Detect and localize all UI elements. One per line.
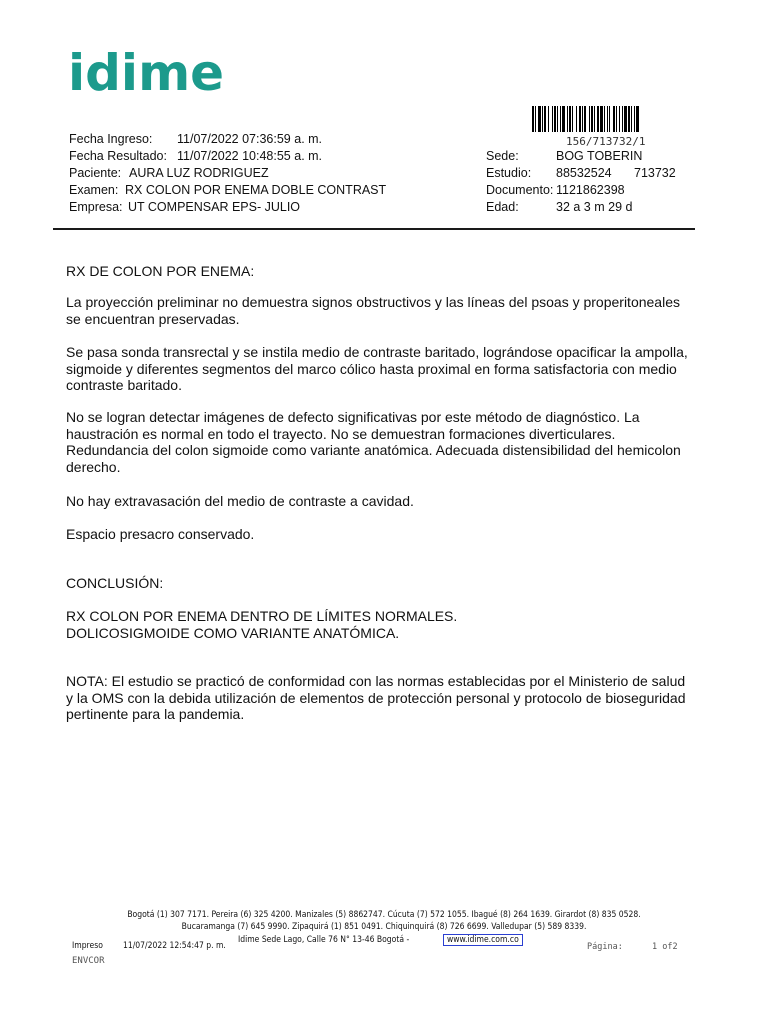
empresa-label: Empresa: [69,200,123,214]
estudio-value: 88532524 [556,166,612,180]
footer-address: Idime Sede Lago, Calle 76 N° 13-46 Bogotá - [238,935,410,945]
empresa-value: UT COMPENSAR EPS- JULIO [128,200,301,214]
printed-date: 11/07/2022 12:54:47 p. m. [123,941,226,951]
idime-logo: idime [68,44,225,102]
fecha-resultado-value: 11/07/2022 10:48:55 a. m. [177,149,323,163]
printed-label: Impreso [72,941,103,951]
documento-label: Documento: [486,183,554,197]
conclusion-title: CONCLUSIÓN: [66,575,164,591]
footer-offices-line-2: Bucaramanga (7) 645 9990. Zipaquirá (1) 851 0491. Chiquinquirá (8) 726 6699. Valledupar (5) 589 8339. [181,922,587,932]
estudio-label: Estudio: [486,166,532,180]
edad-value: 32 a 3 m 29 d [556,200,633,214]
page-label: Página: [587,942,623,952]
barcode-image [532,106,690,132]
fecha-ingreso-label: Fecha Ingreso: [69,132,153,146]
report-code: ENVCOR [72,956,105,966]
header-left [69,131,386,216]
header-right [486,148,676,216]
report-paragraph-4: No hay extravasación del medio de contraste a cavidad. [66,493,414,509]
fecha-resultado-label: Fecha Resultado: [69,149,167,163]
estudio-extra: 713732 [634,166,676,180]
report-paragraph-1: La proyección preliminar no demuestra signos obstructivos y las líneas del psoas y properitoneales se encuentran preservadas. [66,294,680,327]
report-note: NOTA: El estudio se practicó de conformidad con las normas establecidas por el Ministerio de salud y la OMS con la debida utilización de elementos de protección personal y protocolo de bioseguridad pertinente para la pandemia. [66,673,686,722]
report-paragraph-3: No se logran detectar imágenes de defecto significativas por este método de diagnóstico. La haustración es normal en todo el trayecto. No se demuestran formaciones diverticulares. Redundancia del colon sigmoide como variante anatómica. Adecuada distensibilidad del hemicolon derecho. [66,409,681,475]
conclusion-line-1: RX COLON POR ENEMA DENTRO DE LÍMITES NORMALES. [66,608,458,624]
fecha-ingreso-value: 11/07/2022 07:36:59 a. m. [177,132,323,146]
paciente-label: Paciente: [69,166,122,180]
header-divider [53,228,695,230]
footer-offices-line-1: Bogotá (1) 307 7171. Pereira (6) 325 4200. Manizales (5) 8862747. Cúcuta (7) 572 1055. Ibagué (8) 264 1639. Girardot (8) 835 0528. [127,910,641,920]
edad-label: Edad: [486,200,519,214]
conclusion-line-2: DOLICOSIGMOIDE COMO VARIANTE ANATÓMICA. [66,625,400,641]
barcode-caption: 156/713732/1 [566,135,646,148]
report-paragraph-2: Se pasa sonda transrectal y se instila medio de contraste baritado, lográndose opacificar la ampolla, sigmoide y diferentes segmentos del marco cólico hasta proximal en forma satisfactoria con medio contraste baritado. [66,344,688,393]
examen-value: RX COLON POR ENEMA DOBLE CONTRAST [125,183,387,197]
footer-website-link[interactable]: www.idime.com.co [443,934,523,946]
paciente-value: AURA LUZ RODRIGUEZ [129,166,269,180]
sede-label: Sede: [486,149,519,163]
report-title: RX DE COLON POR ENEMA: [66,263,255,279]
sede-value: BOG TOBERIN [556,149,643,163]
documento-value: 1121862398 [556,183,625,197]
page-number: 1 of2 [652,942,678,952]
report-paragraph-5: Espacio presacro conservado. [66,526,255,542]
examen-label: Examen: [69,183,119,197]
